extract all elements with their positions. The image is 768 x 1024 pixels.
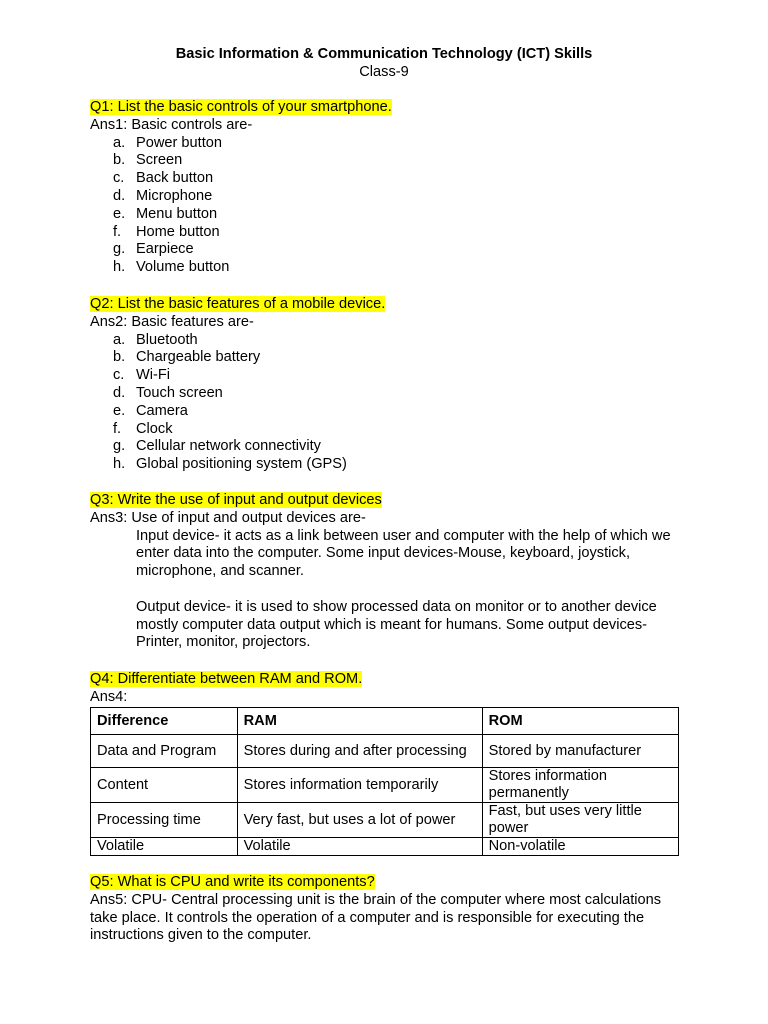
- table-row: [91, 735, 679, 768]
- list-item: h. Global positioning system (GPS): [113, 456, 347, 473]
- output-device-paragraph: Output device- it is used to show processed data on monitor or to another device mostly computer data output which is meant for humans. Some output devices-Printer, monitor, projectors.: [136, 598, 657, 651]
- table-header-cell: RAM: [237, 708, 482, 735]
- q2-section: [90, 296, 690, 474]
- list-item: h. Volume button: [113, 259, 230, 276]
- q3-question: Q3: Write the use of input and output devices: [90, 492, 382, 508]
- list-item: c. Back button: [113, 170, 214, 187]
- table-cell: Stores information temporarily: [237, 768, 482, 803]
- table-cell: Stores information permanently: [482, 768, 678, 803]
- table-cell: Content: [91, 768, 238, 803]
- list-item: b. Chargeable battery: [113, 349, 261, 366]
- table-header-row: [91, 708, 679, 735]
- table-cell: Volatile: [237, 838, 482, 856]
- ram-rom-table: [90, 707, 679, 856]
- q2-answer: Ans2: Basic features are-: [90, 313, 254, 330]
- q5-question: Q5: What is CPU and write its components?: [90, 874, 375, 890]
- list-item: a. Power button: [113, 134, 222, 151]
- table-cell: Stores during and after processing: [237, 735, 482, 768]
- q1-answer: Ans1: Basic controls are-: [90, 116, 253, 133]
- list-item: e. Menu button: [113, 205, 218, 222]
- table-row: [91, 838, 679, 856]
- list-item: d. Microphone: [113, 187, 213, 204]
- q5-section: [90, 874, 680, 945]
- q3-answer: Ans3: Use of input and output devices are-: [90, 509, 366, 526]
- q4-section: [90, 671, 690, 707]
- table-cell: Non-volatile: [482, 838, 678, 856]
- table-row: [91, 803, 679, 838]
- q5-answer: Ans5: CPU- Central processing unit is the brain of the computer where most calculations take place. It controls the operation of a computer and is responsible for executing the instructions given to the computer.: [90, 891, 662, 944]
- q1-section: [90, 99, 690, 277]
- list-item: g. Earpiece: [113, 241, 194, 258]
- table-header-cell: ROM: [482, 708, 678, 735]
- q2-list: [90, 332, 690, 474]
- list-item: e. Camera: [113, 402, 188, 419]
- table-cell: Volatile: [91, 838, 238, 856]
- input-device-paragraph: Input device- it acts as a link between user and computer with the help of which we enter data into the computer. Some input devices-Mouse, keyboard, joystick, microphone, and scanner.: [136, 527, 671, 580]
- q4-answer: Ans4:: [90, 688, 128, 705]
- document-title: Basic Information & Communication Technology (ICT) Skills: [175, 46, 593, 62]
- list-item: f. Home button: [113, 223, 220, 240]
- q1-question: Q1: List the basic controls of your smartphone.: [90, 99, 392, 115]
- list-item: f. Clock: [113, 420, 173, 437]
- list-item: a. Bluetooth: [113, 331, 198, 348]
- q3-section: [90, 492, 690, 652]
- document-class: Class-9: [359, 64, 409, 80]
- list-item: g. Cellular network connectivity: [113, 438, 321, 455]
- list-item: b. Screen: [113, 152, 183, 169]
- q2-question: Q2: List the basic features of a mobile device.: [90, 296, 386, 312]
- table-cell: Data and Program: [91, 735, 238, 768]
- list-item: d. Touch screen: [113, 384, 223, 401]
- table-header-cell: Difference: [91, 708, 238, 735]
- table-row: [91, 768, 679, 803]
- q1-list: [90, 135, 690, 277]
- table-cell: Very fast, but uses a lot of power: [237, 803, 482, 838]
- table-cell: Processing time: [91, 803, 238, 838]
- table-cell: Stored by manufacturer: [482, 735, 678, 768]
- list-item: c. Wi-Fi: [113, 367, 171, 384]
- q4-question: Q4: Differentiate between RAM and ROM.: [90, 671, 363, 687]
- table-cell: Fast, but uses very little power: [482, 803, 678, 838]
